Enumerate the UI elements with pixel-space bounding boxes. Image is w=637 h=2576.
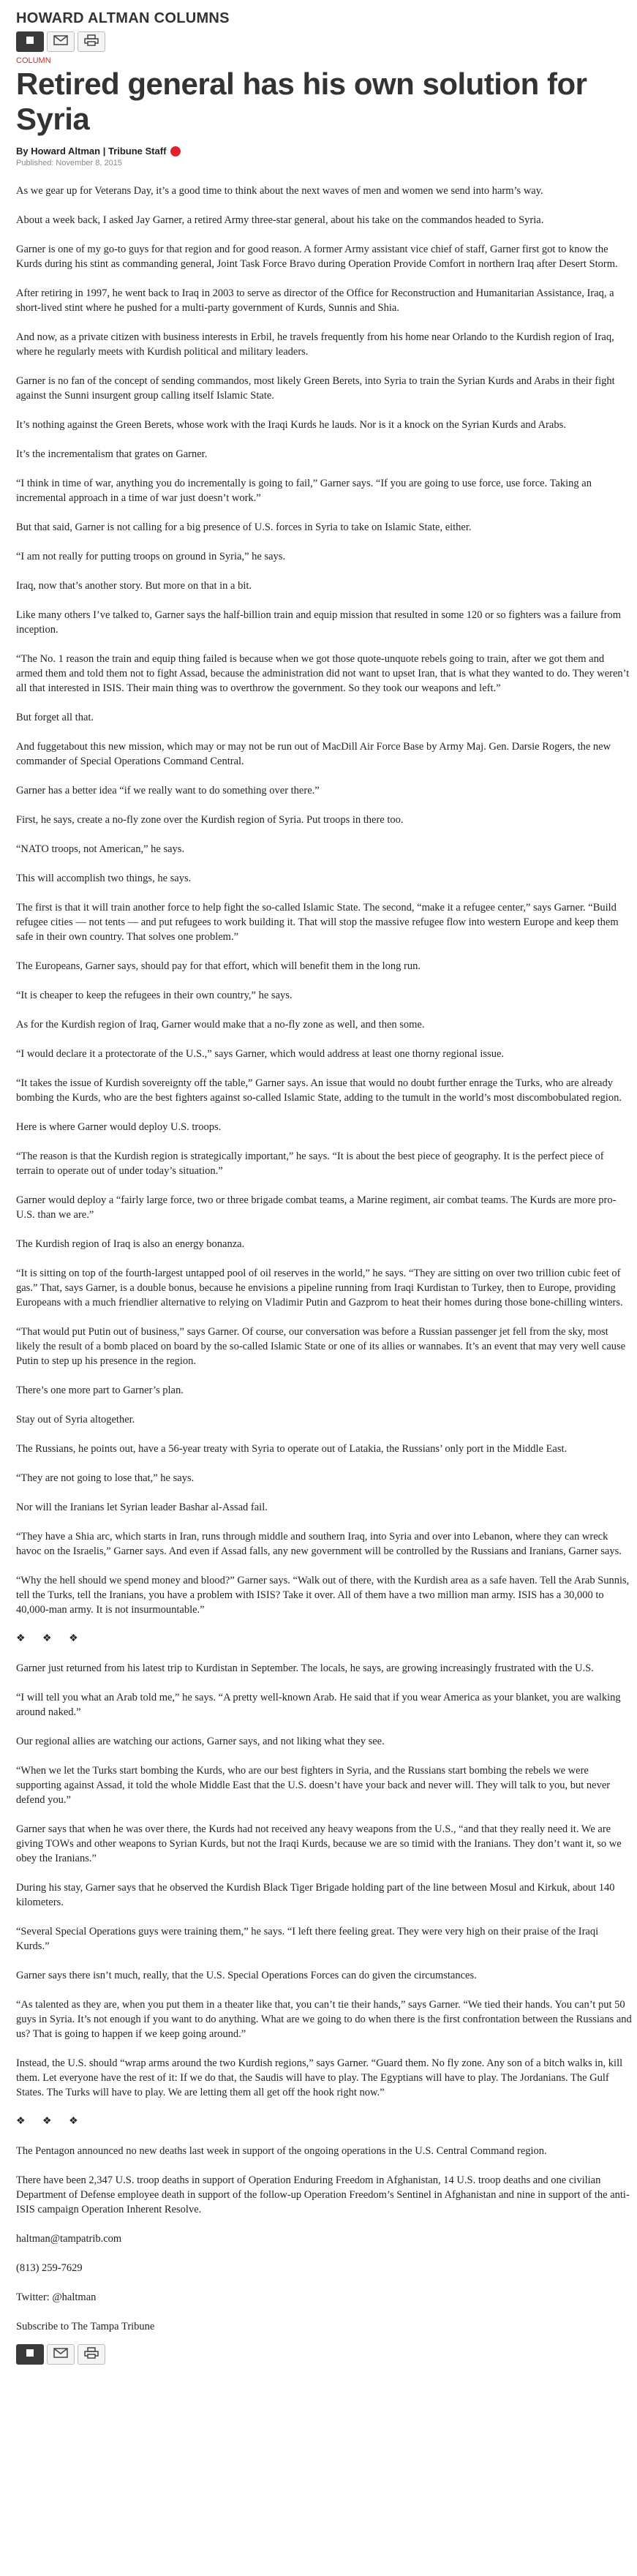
article-kicker[interactable]: COLUMN [16,56,51,65]
paragraph: “The reason is that the Kurdish region is strategically important,” he says. “It is about the best piece of geography. It is the perfect piece of terrain to operate out of under today’s situation.” [16,1150,604,1177]
paragraph: “It takes the issue of Kurdish sovereignty off the table,” Garner says. An issue that would no doubt further enrage the Turks, who are already bombing the Kurds, who are the best fighters against so-called Islamic State, adding to the tumult in the world’s most discombobulated region. [16,1077,622,1104]
paragraph: The Pentagon announced no new deaths last week in support of the ongoing operations in the U.S. Central Command region. [16,2145,547,2157]
paragraph: “It is cheaper to keep the refugees in their own country,” he says. [16,990,293,1001]
paragraph: Our regional allies are watching our actions, Garner says, and not liking what they see. [16,1736,385,1747]
author-phone: (813) 259-7629 [16,2262,83,2274]
paragraph: But that said, Garner is not calling for a big presence of U.S. forces in Syria to take on Islamic State, either. [16,521,472,533]
paragraph: Nor will the Iranians let Syrian leader Bashar al-Assad fail. [16,1502,268,1513]
share-icon [25,35,35,49]
paragraph: About a week back, I asked Jay Garner, a retired Army three-star general, about his take on the commandos headed to Syria. [16,214,544,226]
paragraph: There’s one more part to Garner’s plan. [16,1385,184,1396]
email-button[interactable] [47,2344,75,2365]
paragraph: After retiring in 1997, he went back to Iraq in 2003 to serve as director of the Office for Reconstruction and Humanitarian Assistance, Iraq, a short-lived stint where he pushed for a multi-party government of Kurds, Sunnis and Shia. [16,287,614,314]
article-body [16,184,633,2334]
paragraph: Instead, the U.S. should “wrap arms around the two Kurdish regions,” says Garner. “Guard them. No fly zone. Any son of a bitch walks in, kill them. Let everyone have the rest of it: If we do that, the Saudis will have to play. The Egyptians will have to play. The Jordanians. The Gulf States. The Turks will have to play. We are letting them all get off the hook right now.” [16,2057,623,2098]
published-date: Published: November 8, 2015 [16,159,122,167]
paragraph: Stay out of Syria altogether. [16,1414,135,1426]
paragraph: “I will tell you what an Arab told me,” he says. “A pretty well-known Arab. He said that if you wear America as your blanket, you are walking around naked.” [16,1692,621,1718]
paragraph: Iraq, now that’s another story. But more on that in a bit. [16,580,252,592]
paragraph: Here is where Garner would deploy U.S. troops. [16,1121,222,1133]
article-title: Retired general has his own solution for Syria [16,67,587,136]
paragraph: As for the Kurdish region of Iraq, Garner would make that a no-fly zone as well, and then some. [16,1019,425,1031]
paragraph: “They have a Shia arc, which starts in Iran, runs through middle and southern Iraq, into Syria and over into Lebanon, where they can wreck havoc on the Israelis,” Garner says. And even if Assad falls, any new government will be controlled by the Russians and Iranians, Garner says. [16,1531,622,1557]
paragraph: Like many others I’ve talked to, Garner says the half-billion train and equip mission that resulted in some 120 or so fighters was a failure from inception. [16,609,622,636]
print-button[interactable] [78,31,105,52]
paragraph: Garner just returned from his latest trip to Kurdistan in September. The locals, he says, are growing increasingly frustrated with the U.S. [16,1662,594,1674]
paragraph: Garner has a better idea “if we really want to do something over there.” [16,785,320,796]
google-plus-icon[interactable] [170,146,181,157]
print-icon [84,2347,99,2362]
paragraph: Garner says that when he was over there, the Kurds had not received any heavy weapons from the U.S., “and that they really need it. We are giving TOWs and other weapons to Syrian Kurds, but not the Iraqi Kurds, because we are so timid with the Iranians. They don’t want it, so we obey the Iranians.” [16,1823,622,1864]
author-twitter[interactable]: Twitter: @haltman [16,2291,97,2303]
section-separator: ❖ ❖ ❖ [16,1633,86,1644]
paragraph: But forget all that. [16,712,94,723]
paragraph: “I think in time of war, anything you do incrementally is going to fail,” Garner says. “If you are going to use force, use force. Taking an incremental approach in a time of war just doesn’t work.” [16,478,592,504]
paragraph: “It is sitting on top of the fourth-largest untapped pool of oil reserves in the world,” he says. “They are sitting on over two trillion cubic feet of gas.” That, says Garner, is a double bonus, because he envisions a pipeline running from Iraqi Kurdistan to Turkey, then to Europe, providing Europeans with a much friendlier alternative to relying on Vladimir Putin and Gazprom to heat their homes during those bone-chilling winters. [16,1268,623,1308]
paragraph: “When we let the Turks start bombing the Kurds, who are our best fighters in Syria, and the Russians start bombing the rebels we were supporting against Assad, it told the whole Middle East that the U.S. doesn’t have your back and never will. They will talk to you, but never defend you.” [16,1765,611,1806]
byline-text: By Howard Altman | Tribune Staff [16,146,167,157]
paragraph: First, he says, create a no-fly zone over the Kurdish region of Syria. Put troops in there too. [16,814,404,826]
paragraph: “As talented as they are, when you put them in a theater like that, you can’t tie their hands,” says Garner. “We tied their hands. You can’t put 50 guys in Syria. It’s not enough if you want to do anything. What are we going to do when there is the first confrontation between the Russians and us? That is going to happen if we keep going around.” [16,1999,632,2040]
email-button[interactable] [47,31,75,52]
paragraph: As we gear up for Veterans Day, it’s a good time to think about the next waves of men and women we send into harm’s way. [16,185,543,197]
paragraph: And fuggetabout this new mission, which may or may not be run out of MacDill Air Force Base by Army Maj. Gen. Darsie Rogers, the new commander of Special Operations Command Central. [16,741,611,767]
paragraph: “NATO troops, not American,” he says. [16,843,185,855]
paragraph: This will accomplish two things, he says. [16,873,192,884]
paragraph: The Kurdish region of Iraq is also an energy bonanza. [16,1238,245,1250]
paragraph: “Several Special Operations guys were training them,” he says. “I left there feeling great. They were very high on their praise of the Iraqi Kurds.” [16,1926,599,1952]
article-page [16,10,633,2365]
share-button[interactable] [16,2344,44,2365]
paragraph: “The No. 1 reason the train and equip thing failed is because when we got those quote-unquote rebels going to train, after we got them and armed them and told them not to fight Assad, because the administration did not want to upset Iran, that is what they wanted to do. They weren’t all that interested in ISIS. Their main thing was to overthrow the government. So they took our weapons and left.” [16,653,630,694]
paragraph: Garner would deploy a “fairly large force, two or three brigade combat teams, a Marine regiment, air combat teams. The Kurds are more pro-U.S. than we are.” [16,1194,617,1221]
paragraph: “They are not going to lose that,” he says. [16,1472,195,1484]
share-icon [25,2348,35,2362]
paragraph: Garner is no fan of the concept of sending commandos, most likely Green Berets, into Syria to train the Syrian Kurds and Arabs in their fight against the Sunni insurgent group calling itself Islamic State. [16,375,615,402]
paragraph: Garner says there isn’t much, really, that the U.S. Special Operations Forces can do given the circumstances. [16,1970,477,1981]
paragraph: There have been 2,347 U.S. troop deaths in support of Operation Enduring Freedom in Afghanistan, 14 U.S. troop deaths and one civilian Department of Defense employee death in support of the follow-up Operation Freedom’s Sentinel in Afghanistan and nine in support of the anti-ISIS campaign Operation Inherent Resolve. [16,2174,630,2215]
paragraph: It’s nothing against the Green Berets, whose work with the Iraqi Kurds he lauds. Nor is it a knock on the Syrian Kurds and Arabs. [16,419,566,431]
share-bar-bottom [16,2344,633,2365]
share-bar-top [16,31,633,52]
subscribe-link[interactable]: Subscribe to The Tampa Tribune [16,2321,155,2332]
paragraph: Garner is one of my go-to guys for that region and for good reason. A former Army assistant vice chief of staff, Garner first got to know the Kurds during his stint as commanding general, Joint Task Force Bravo during Operation Provide Comfort in northern Iraq after Desert Storm. [16,244,618,270]
paragraph: “That would put Putin out of business,” says Garner. Of course, our conversation was before a Russian passenger jet fell from the sky, most likely the result of a bomb placed on board by the so-called Islamic State or one of its allies or wannabes. It’s an event that may very well cause Putin to step up his presence in the region. [16,1326,626,1367]
paragraph: And now, as a private citizen with business interests in Erbil, he travels frequently from his home near Orlando to the Kurdish region of Iraq, where he regularly meets with Kurdish political and military leaders. [16,331,614,358]
section-separator: ❖ ❖ ❖ [16,2116,86,2127]
print-icon [84,34,99,50]
byline [16,146,633,157]
paragraph: “Why the hell should we spend money and blood?” Garner says. “Walk out of there, with the Kurdish area as a safe haven. Tell the Arab Sunnis, tell the Turks, tell the Iranians, you have a problem with ISIS? Take it over. All of them have a two million man army. ISIS has a 30,000 to 40,000-man army. It is not insurmountable.” [16,1575,630,1616]
paragraph: “I am not really for putting troops on ground in Syria,” he says. [16,551,286,562]
paragraph: The first is that it will train another force to help fight the so-called Islamic State. The second, “make it a refugee center,” says Garner. “Build refugee cities — not tents — and put refugees to work building it. That will stop the massive refugee flow into western Europe and keep them safe in their own country. That solves one problem.” [16,902,619,943]
column-title: HOWARD ALTMAN COLUMNS [16,10,230,26]
email-icon [53,35,68,49]
paragraph: “I would declare it a protectorate of the U.S.,” says Garner, which would address at least one thorny regional issue. [16,1048,505,1060]
paragraph: During his stay, Garner says that he observed the Kurdish Black Tiger Brigade holding part of the line between Mosul and Kirkuk, about 140 kilometers. [16,1882,615,1908]
paragraph: It’s the incrementalism that grates on Garner. [16,448,208,460]
print-button[interactable] [78,2344,105,2365]
author-email[interactable]: haltman@tampatrib.com [16,2233,122,2245]
paragraph: The Russians, he points out, have a 56-year treaty with Syria to operate out of Latakia, the Russians’ only port in the Middle East. [16,1443,568,1455]
share-button[interactable] [16,31,44,52]
email-icon [53,2348,68,2362]
paragraph: The Europeans, Garner says, should pay for that effort, which will benefit them in the long run. [16,960,421,972]
